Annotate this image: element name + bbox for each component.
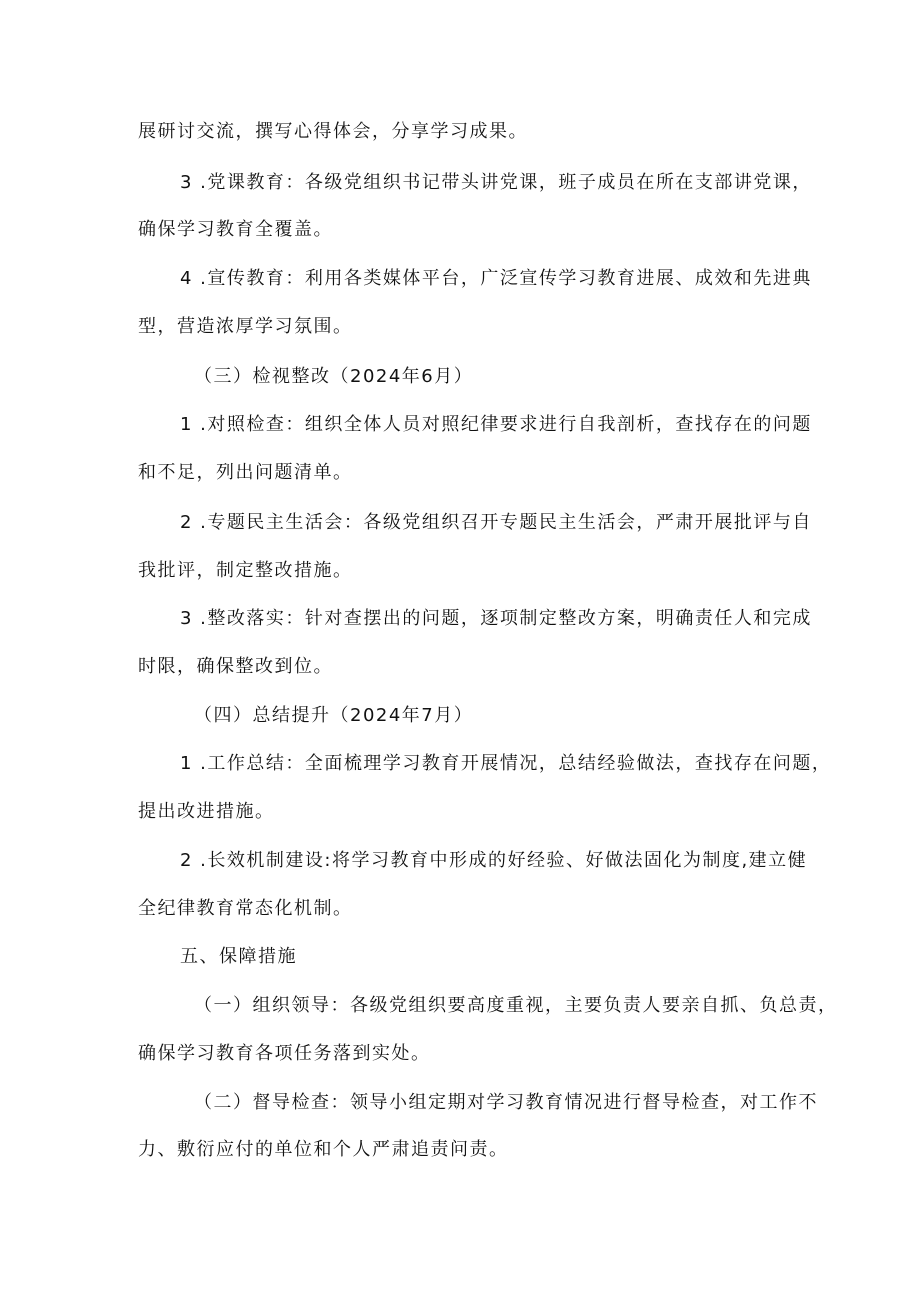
- paragraph-line: 4 .宣传教育：利用各类媒体平台，广泛宣传学习教育进展、成效和先进典: [180, 268, 812, 289]
- paragraph-line: 型，营造浓厚学习氛围。: [138, 316, 353, 337]
- paragraph-line: 确保学习教育各项任务落到实处。: [138, 1043, 431, 1064]
- paragraph-line: （二）督导检查：领导小组定期对学习教育情况进行督导检查，对工作不: [194, 1092, 818, 1113]
- paragraph-line: 力、敷衍应付的单位和个人严肃追责问责。: [138, 1139, 509, 1160]
- paragraph-line: 1 .工作总结：全面梳理学习教育开展情况，总结经验做法，查找存在问题，: [180, 753, 832, 774]
- chapter-heading: 五、保障措施: [180, 946, 297, 967]
- paragraph-line: 展研讨交流，撰写心得体会，分享学习成果。: [138, 121, 528, 142]
- paragraph-line: （一）组织领导：各级党组织要高度重视，主要负责人要亲自抓、负总责，: [194, 995, 838, 1016]
- paragraph-line: 3 .党课教育：各级党组织书记带头讲党课，班子成员在所在支部讲党课，: [180, 172, 812, 193]
- paragraph-line: 时限，确保整改到位。: [138, 656, 333, 677]
- paragraph-line: 2 .专题民主生活会：各级党组织召开专题民主生活会，严肃开展批评与自: [180, 512, 812, 533]
- section-heading: （三）检视整改（2024年6月）: [194, 366, 474, 387]
- paragraph-line: 全纪律教育常态化机制。: [138, 898, 353, 919]
- paragraph-line: 确保学习教育全覆盖。: [138, 219, 333, 240]
- paragraph-line: 和不足，列出问题清单。: [138, 462, 353, 483]
- paragraph-line: 3 .整改落实：针对查摆出的问题，逐项制定整改方案，明确责任人和完成: [180, 608, 812, 629]
- paragraph-line: 提出改进措施。: [138, 801, 275, 822]
- paragraph-line: 1 .对照检查：组织全体人员对照纪律要求进行自我剖析，查找存在的问题: [180, 414, 812, 435]
- section-heading: （四）总结提升（2024年7月）: [194, 705, 474, 726]
- paragraph-line: 我批评，制定整改措施。: [138, 560, 353, 581]
- paragraph-line: 2 .长效机制建设:将学习教育中形成的好经验、好做法固化为制度,建立健: [180, 850, 808, 871]
